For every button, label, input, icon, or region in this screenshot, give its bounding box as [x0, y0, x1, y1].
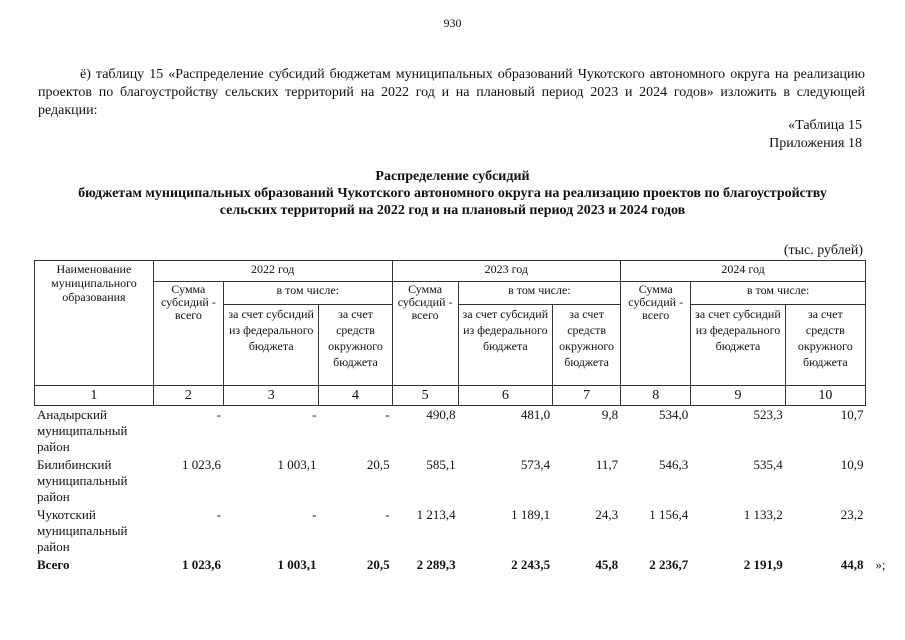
- header-sum-2024: Сумма субсидий - всего: [621, 282, 691, 386]
- cell: -: [216, 507, 221, 522]
- header-year-2022: 2022 год: [153, 261, 392, 282]
- cell: 585,1: [426, 457, 456, 472]
- header-including-2022: в том числе:: [223, 282, 392, 305]
- total-row: [35, 556, 866, 574]
- intro-paragraph: ё) таблицу 15 «Распределение субсидий бюджетам муниципальных образований Чукотского автономного округа на реализацию проектов по благоустройству сельских территорий на 2022 год и на плановый период 2023 и 2024 годов» изложить в следующей редакции:: [38, 67, 865, 118]
- column-number: 4: [319, 386, 392, 406]
- header-including-2023: в том числе:: [458, 282, 621, 305]
- header-federal-2022: за счет субсидий из федерального бюджета: [223, 305, 318, 386]
- row-name: Чукотский муниципальный район: [37, 507, 128, 554]
- header-including-2024: в том числе:: [691, 282, 866, 305]
- total-cell: 2 243,5: [511, 557, 551, 572]
- cell: 1 213,4: [416, 507, 456, 522]
- column-number: 5: [392, 386, 458, 406]
- cell: 481,0: [520, 407, 551, 422]
- total-cell: 2 191,9: [743, 557, 783, 572]
- table-row: [35, 506, 866, 556]
- title-line1: Распределение субсидий: [375, 169, 530, 184]
- cell: 523,3: [753, 407, 783, 422]
- cell: -: [385, 507, 390, 522]
- total-cell-last: [785, 556, 886, 574]
- column-number: 7: [553, 386, 621, 406]
- column-number: 6: [458, 386, 552, 406]
- total-cell: 20,5: [366, 557, 390, 572]
- column-number: 3: [223, 386, 318, 406]
- cell: 23,2: [840, 507, 864, 522]
- column-numbers-row: [35, 386, 866, 406]
- header-federal-2023: за счет субсидий из федерального бюджета: [458, 305, 552, 386]
- total-cell: 2 236,7: [649, 557, 689, 572]
- cell: -: [312, 407, 317, 422]
- closing-quote-mark: »;: [875, 557, 886, 572]
- cell: -: [312, 507, 317, 522]
- column-number: 10: [785, 386, 865, 406]
- cell: 1 156,4: [649, 507, 689, 522]
- header-district-2024: за счет средств окружного бюджета: [785, 305, 865, 386]
- column-number: 8: [621, 386, 691, 406]
- total-last-value: 44,8: [840, 557, 864, 572]
- cell: 1 023,6: [181, 457, 221, 472]
- column-number: 1: [35, 386, 154, 406]
- header-name: Наименование муниципального образования: [35, 261, 154, 386]
- header-year-2024: 2024 год: [621, 261, 866, 282]
- column-number: 9: [691, 386, 785, 406]
- cell: 1 003,1: [277, 457, 317, 472]
- total-cell: 1 023,6: [181, 557, 221, 572]
- cell: 10,7: [840, 407, 864, 422]
- total-label: Всего: [37, 557, 70, 572]
- table-row: [35, 456, 866, 506]
- header-year-2023: 2023 год: [392, 261, 621, 282]
- title-line2: бюджетам муниципальных образований Чукотского автономного округа на реализацию проектов по благоустройству: [78, 186, 827, 201]
- cell: 24,3: [595, 507, 619, 522]
- table-row: [35, 406, 866, 457]
- cell: 9,8: [601, 407, 619, 422]
- row-name: Анадырский муниципальный район: [37, 407, 128, 454]
- header-sum-2023: Сумма субсидий - всего: [392, 282, 458, 386]
- cell: 546,3: [658, 457, 689, 472]
- cell: 535,4: [753, 457, 783, 472]
- cell: 1 189,1: [511, 507, 551, 522]
- total-cell: 1 003,1: [277, 557, 317, 572]
- header-federal-2024: за счет субсидий из федерального бюджета: [691, 305, 785, 386]
- header-sum-2022: Сумма субсидий - всего: [153, 282, 223, 386]
- subsidies-table: [34, 260, 886, 574]
- cell: 490,8: [426, 407, 456, 422]
- cell: -: [385, 407, 390, 422]
- total-cell: 45,8: [595, 557, 619, 572]
- cell: 11,7: [595, 457, 619, 472]
- cell: 1 133,2: [743, 507, 783, 522]
- title-line3: сельских территорий на 2022 год и на плановый период 2023 и 2024 годов: [219, 203, 686, 218]
- page-number: 930: [443, 16, 462, 30]
- row-name: Билибинский муниципальный район: [37, 457, 128, 504]
- header-district-2022: за счет средств окружного бюджета: [319, 305, 392, 386]
- header-district-2023: за счет средств окружного бюджета: [553, 305, 621, 386]
- cell: 10,9: [840, 457, 864, 472]
- units-label: (тыс. рублей): [783, 243, 863, 258]
- cell: 573,4: [520, 457, 551, 472]
- cell: -: [216, 407, 221, 422]
- table-ref-line2: Приложения 18: [769, 136, 862, 151]
- total-cell: 2 289,3: [416, 557, 456, 572]
- table-title: [30, 168, 875, 219]
- table-ref-line1: «Таблица 15: [788, 118, 862, 133]
- table-reference: [769, 117, 862, 153]
- cell: 20,5: [366, 457, 390, 472]
- column-number: 2: [153, 386, 223, 406]
- cell: 534,0: [658, 407, 689, 422]
